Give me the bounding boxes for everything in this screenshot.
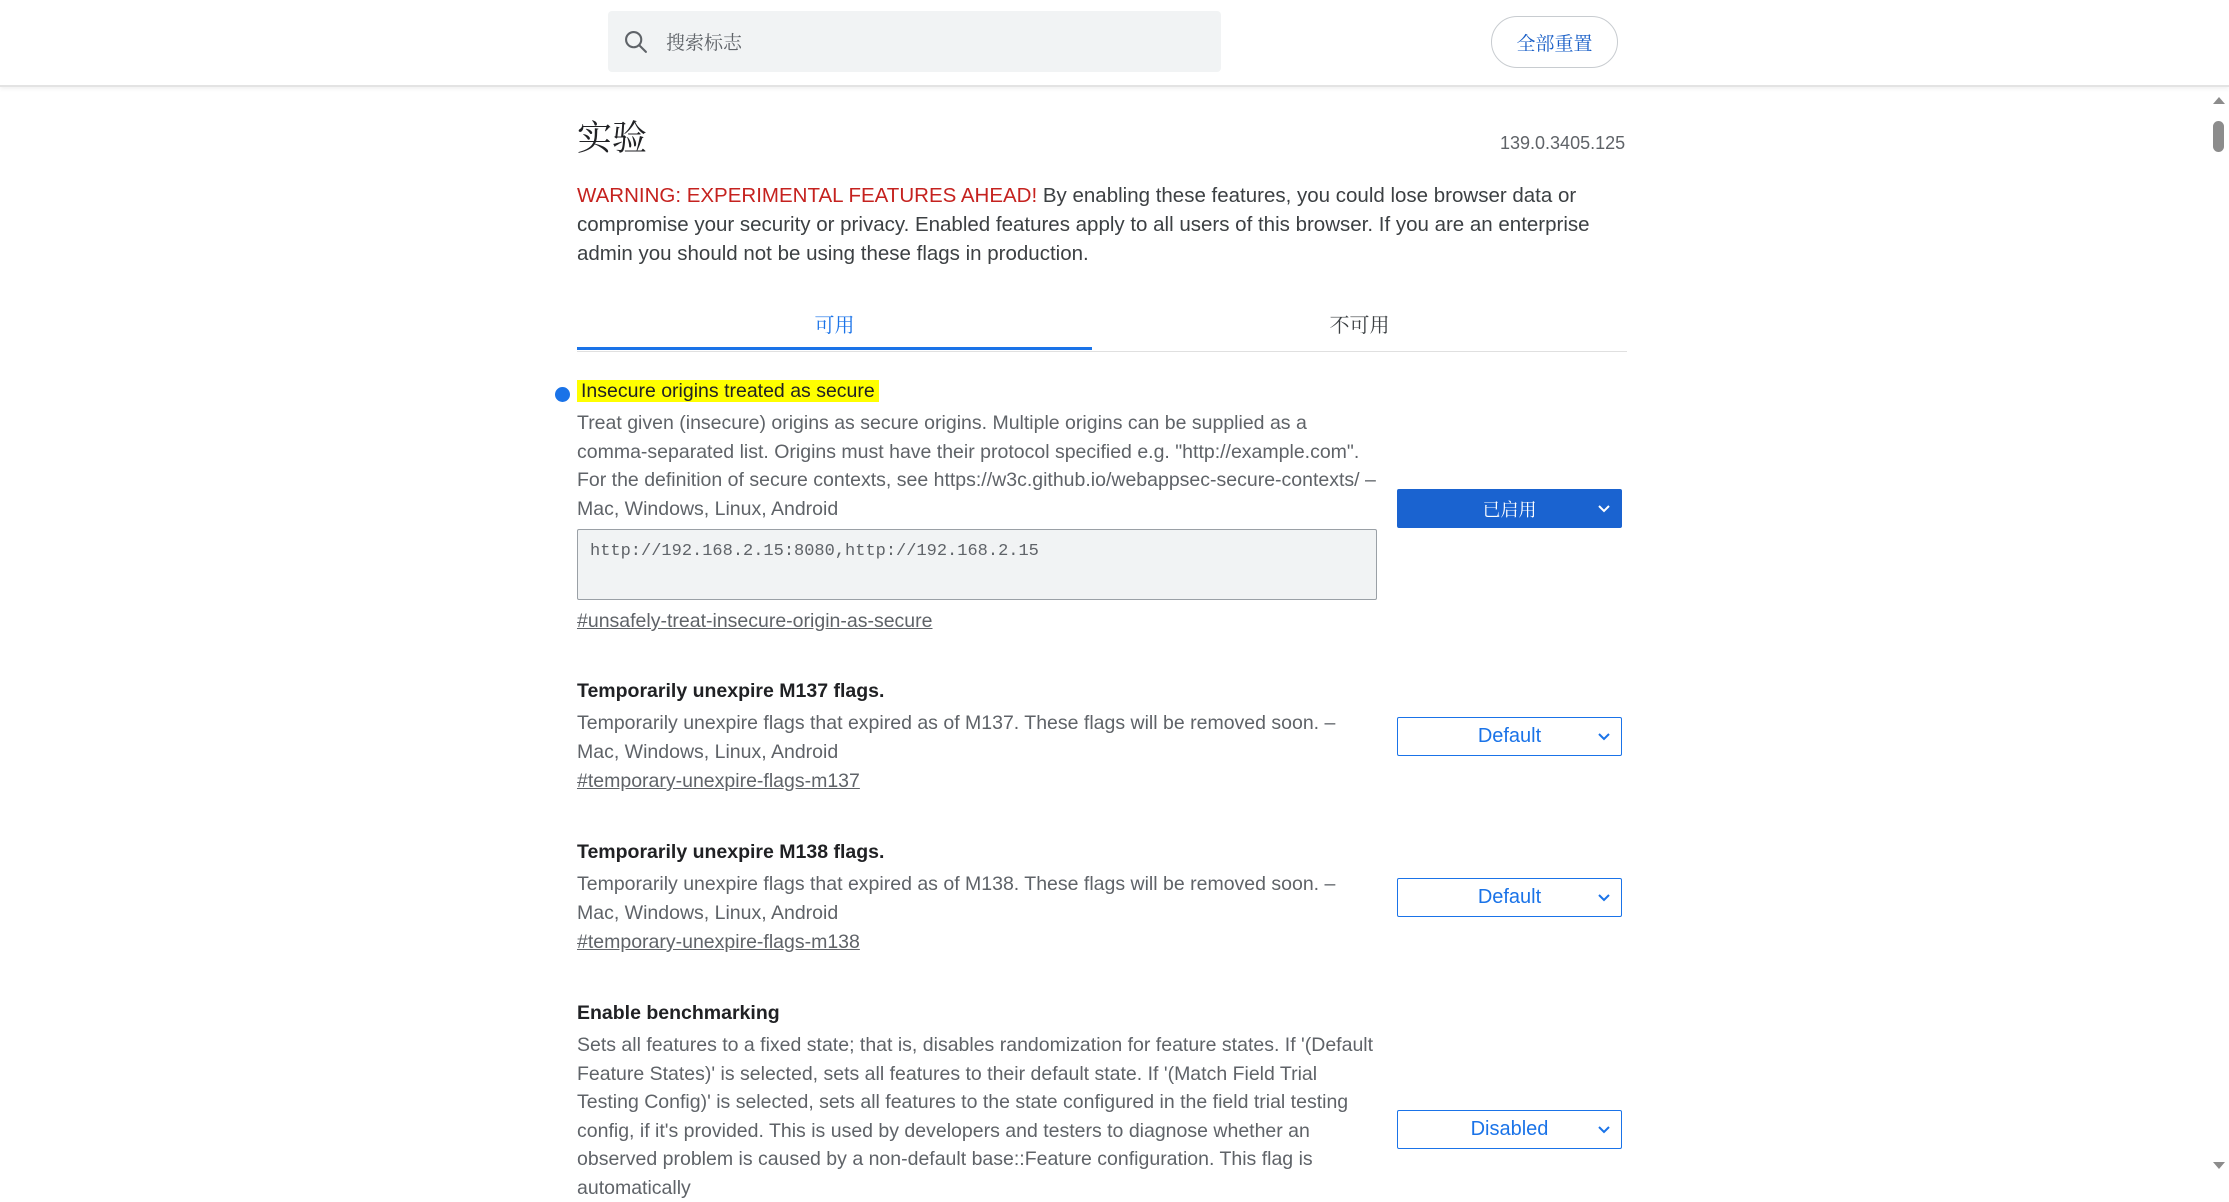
flag-enable-benchmarking bbox=[577, 1002, 1627, 1202]
flag-state-select-m137[interactable] bbox=[1397, 717, 1622, 756]
chevron-down-icon bbox=[1597, 730, 1611, 744]
flag-description: Treat given (insecure) origins as secure origins. Multiple origins can be supplied as a comma-separated list. Origins must have their protocol specified e.g. "http://example.com". For the definition of secure contexts, see https://w3c.github.io/webappsec-secure-contexts/ – Mac, Windows, Linux, Android bbox=[577, 412, 1376, 520]
warning-text: By enabling these features, you could lose browser data or compromise your security or privacy. Enabled features apply to all users of this browser. If you are an enterprise admin you should not be using these flags in production. bbox=[577, 184, 1590, 265]
flag-state-select-benchmarking[interactable] bbox=[1397, 1110, 1622, 1149]
reset-all-button[interactable]: 全部重置 bbox=[1491, 16, 1618, 68]
tab-available[interactable]: 可用 bbox=[814, 312, 855, 337]
chevron-down-icon bbox=[1597, 1123, 1611, 1137]
warning-label: WARNING: EXPERIMENTAL FEATURES AHEAD! bbox=[577, 184, 1038, 207]
flag-state-value: Default bbox=[1477, 886, 1542, 908]
flag-link[interactable]: #temporary-unexpire-flags-m137 bbox=[577, 770, 860, 792]
flag-title: Temporarily unexpire M138 flags. bbox=[577, 841, 885, 863]
flag-description: Temporarily unexpire flags that expired as of M138. These flags will be removed soon. – Mac, Windows, Linux, Android bbox=[577, 873, 1336, 924]
modified-dot-icon bbox=[555, 387, 570, 402]
flag-description: Sets all features to a fixed state; that is, disables randomization for feature states. If '(Default Feature States)' is selected, sets all features to their default state. If '(Match Field Trial Testing Config)' is selected, sets all features to the state configured in the field trial testing config, if it's provided. This is used by developers and testers to diagnose whether an observed problem is caused by a non-default base::Feature configuration. This flag is automatically bbox=[577, 1034, 1374, 1199]
tab-active-indicator bbox=[577, 347, 1092, 350]
chevron-down-icon bbox=[1597, 502, 1611, 516]
flag-title: Temporarily unexpire M137 flags. bbox=[577, 680, 885, 702]
scroll-down-arrow-icon[interactable] bbox=[2213, 1162, 2225, 1169]
flag-title: Enable benchmarking bbox=[577, 1002, 780, 1024]
flag-state-select-insecure-origins[interactable] bbox=[1397, 489, 1622, 528]
flag-description: Temporarily unexpire flags that expired as of M137. These flags will be removed soon. – Mac, Windows, Linux, Android bbox=[577, 712, 1336, 763]
warning-message bbox=[577, 181, 1617, 268]
flag-state-value: Disabled bbox=[1470, 1118, 1549, 1140]
flag-title: Insecure origins treated as secure bbox=[577, 380, 879, 402]
flag-link[interactable]: #unsafely-treat-insecure-origin-as-secure bbox=[577, 610, 933, 632]
version-label: 139.0.3405.125 bbox=[1500, 133, 1626, 153]
top-toolbar bbox=[0, 0, 2229, 87]
tab-bar bbox=[577, 297, 1627, 352]
origins-textarea[interactable] bbox=[577, 529, 1377, 600]
search-icon bbox=[622, 28, 650, 56]
tab-unavailable[interactable]: 不可用 bbox=[1329, 312, 1390, 337]
flag-link[interactable]: #temporary-unexpire-flags-m138 bbox=[577, 931, 860, 953]
flag-state-select-m138[interactable] bbox=[1397, 878, 1622, 917]
page-title: 实验 bbox=[577, 119, 648, 159]
vertical-scrollbar[interactable] bbox=[2208, 87, 2229, 1179]
scroll-up-arrow-icon[interactable] bbox=[2213, 97, 2225, 104]
main-content bbox=[0, 87, 2229, 1199]
flag-state-value: Default bbox=[1477, 725, 1542, 747]
scrollbar-thumb[interactable] bbox=[2213, 121, 2224, 152]
flag-state-value: 已启用 bbox=[1482, 499, 1537, 521]
search-input[interactable] bbox=[664, 11, 1208, 74]
search-box[interactable] bbox=[608, 11, 1221, 72]
chevron-down-icon bbox=[1597, 891, 1611, 905]
